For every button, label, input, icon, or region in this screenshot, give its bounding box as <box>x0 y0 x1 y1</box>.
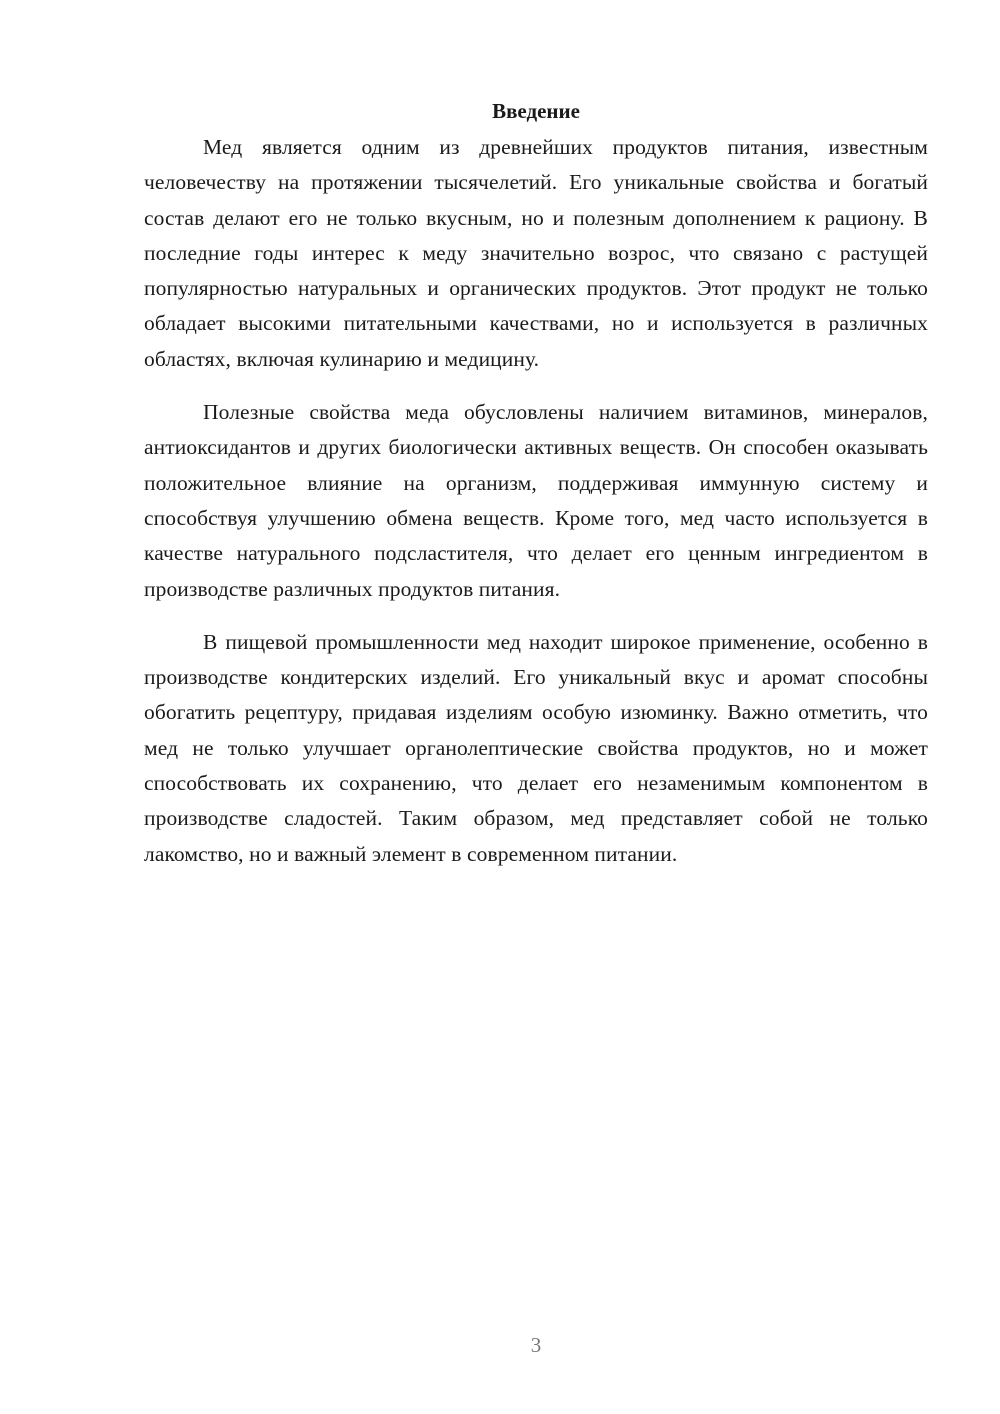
paragraph-2: Полезные свойства меда обусловлены наличием витаминов, минералов, антиоксидантов и других биологически активных веществ. Он способен оказывать положительное влияние на организм, поддерживая иммунную систему и способствуя улучшению обмена веществ. Кроме того, мед часто используется в качестве натурального подсластителя, что делает его ценным ингредиентом в производстве различных продуктов питания. <box>144 400 928 601</box>
paragraph-1: Мед является одним из древнейших продуктов питания, известным человечеству на протяжении тысячелетий. Его уникальные свойства и богатый состав делают его не только вкусным, но и полезным дополнением к рациону. В последние годы интерес к меду значительно возрос, что связано с растущей популярностью натуральных и органических продуктов. Этот продукт не только обладает высокими питательными качествами, но и используется в различных областях, включая кулинарию и медицину. <box>144 135 928 371</box>
page-number: 3 <box>530 1333 542 1357</box>
paragraph-3: В пищевой промышленности мед находит широкое применение, особенно в производстве кондитерских изделий. Его уникальный вкус и аромат способны обогатить рецептуру, придавая изделиям особую изюминку. Важно отметить, что мед не только улучшает органолептические свойства продуктов, но и может способствовать их сохранению, что делает его незаменимым компонентом в производстве сладостей. Таким образом, мед представляет собой не только лакомство, но и важный элемент в современном питании. <box>144 629 928 866</box>
section-heading: Введение <box>492 99 580 123</box>
page-content <box>144 96 928 890</box>
